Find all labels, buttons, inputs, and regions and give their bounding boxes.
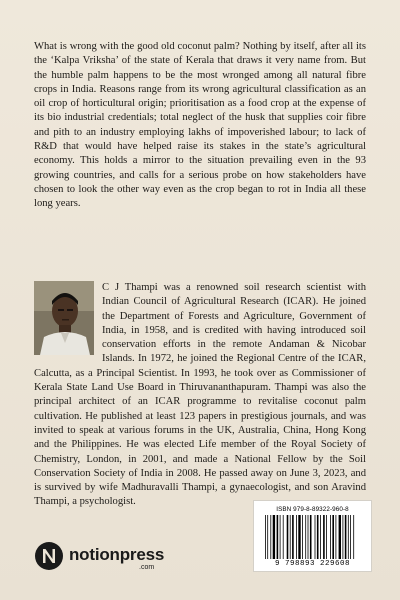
barcode-bar	[267, 515, 268, 559]
barcode-bar	[298, 515, 300, 559]
publisher-logo[interactable]	[34, 541, 184, 573]
author-photo	[34, 281, 94, 355]
barcode-bar	[270, 515, 271, 559]
barcode-bar	[283, 515, 284, 559]
barcode-bar	[302, 515, 303, 559]
barcode-bar	[305, 515, 306, 559]
barcode-bar	[320, 515, 321, 559]
book-blurb: What is wrong with the good old coconut palm? Nothing by itself, after all its the ‘Kalpa Vriksha’ of the state of Kerala that draws it very name from. But the humble palm happens to be the most wronged among all natural fibre crops in India. Reasons range from its wrong agricultural classification as an oil crop of horticultural origin; prioritisation as a food crop at the expense of its bio industrial credentials; total neglect of the husk that supplies coir fibre and pith to an industry employing lakhs of impoverished labour; to lack of R&D that would have helped raise its stakes in the state’s agricultural economy. This holds a mirror to the situation prevailing even in the 93 growing countries, and calls for a serious probe on how stakeholders have chosen to look the other way even as the crop began to rot in India all these long years.	[34, 41, 366, 210]
barcode-digits: 9 798893 229608	[274, 560, 350, 568]
barcode-bar	[353, 515, 354, 559]
barcode-bar	[265, 515, 266, 559]
author-section	[34, 281, 366, 510]
barcode-bar	[277, 515, 279, 559]
barcode-bar	[350, 515, 351, 559]
publisher-suffix: .com	[139, 564, 155, 571]
barcode-bar	[317, 515, 319, 559]
barcode-bar	[315, 515, 316, 559]
barcode-bar	[343, 515, 344, 559]
barcode-bar	[345, 515, 347, 559]
barcode-bar	[292, 515, 294, 559]
barcode-bar	[296, 515, 297, 559]
barcode-bar	[330, 515, 331, 559]
notionpress-n-circle-icon	[34, 541, 64, 571]
barcode-bar	[287, 515, 289, 559]
barcode-bar	[310, 515, 312, 559]
barcode-bar	[323, 515, 325, 559]
publisher-name: notionpress	[69, 545, 165, 564]
author-bio: C J Thampi was a renowned soil research scientist with Indian Council of Agricultural Research (ICAR). He joined the Department of Forests and Agriculture, Government of India, in 1958, and is credited with having introduced soil conservation efforts in the remote Andaman & Nicobar Islands. In 1972, he joined the Regional Centre of the ICAR, Calcutta, as a Principal Scientist. In 1993, he took over as Commissioner of Kerala State Land Use Board in Thiruvananthapuram. Thampi was also the principal architect of an ICAR programme to revitalise coconut palm cultivation. He published at least 123 papers in prestigious journals, and was invited to speak at various forums in the UK, Australia, China, Hong Kong and the Philippines. He was elected Life member of the Royal Society of Chemistry, London, in 2001, and made a National Fellow by the Soil Conservation Society of India in 2008. He passed away on June 3, 2023, and is survived by wife Madhuravalli Thampi, a gynaecologist, and son Aravind Thampi, a psychologist.	[34, 282, 366, 508]
isbn-label: ISBN 979-8-89322-960-8	[276, 506, 349, 513]
barcode-bar	[273, 515, 275, 559]
barcode-bar	[280, 515, 281, 559]
barcode-bar	[326, 515, 327, 559]
isbn-barcode	[253, 500, 372, 572]
barcode-bar	[308, 515, 309, 559]
barcode-bar	[290, 515, 291, 559]
barcode-bar	[332, 515, 334, 559]
barcode-bar	[339, 515, 341, 559]
barcode-bar	[348, 515, 349, 559]
barcode-bar	[336, 515, 337, 559]
barcode-bars	[264, 515, 361, 559]
